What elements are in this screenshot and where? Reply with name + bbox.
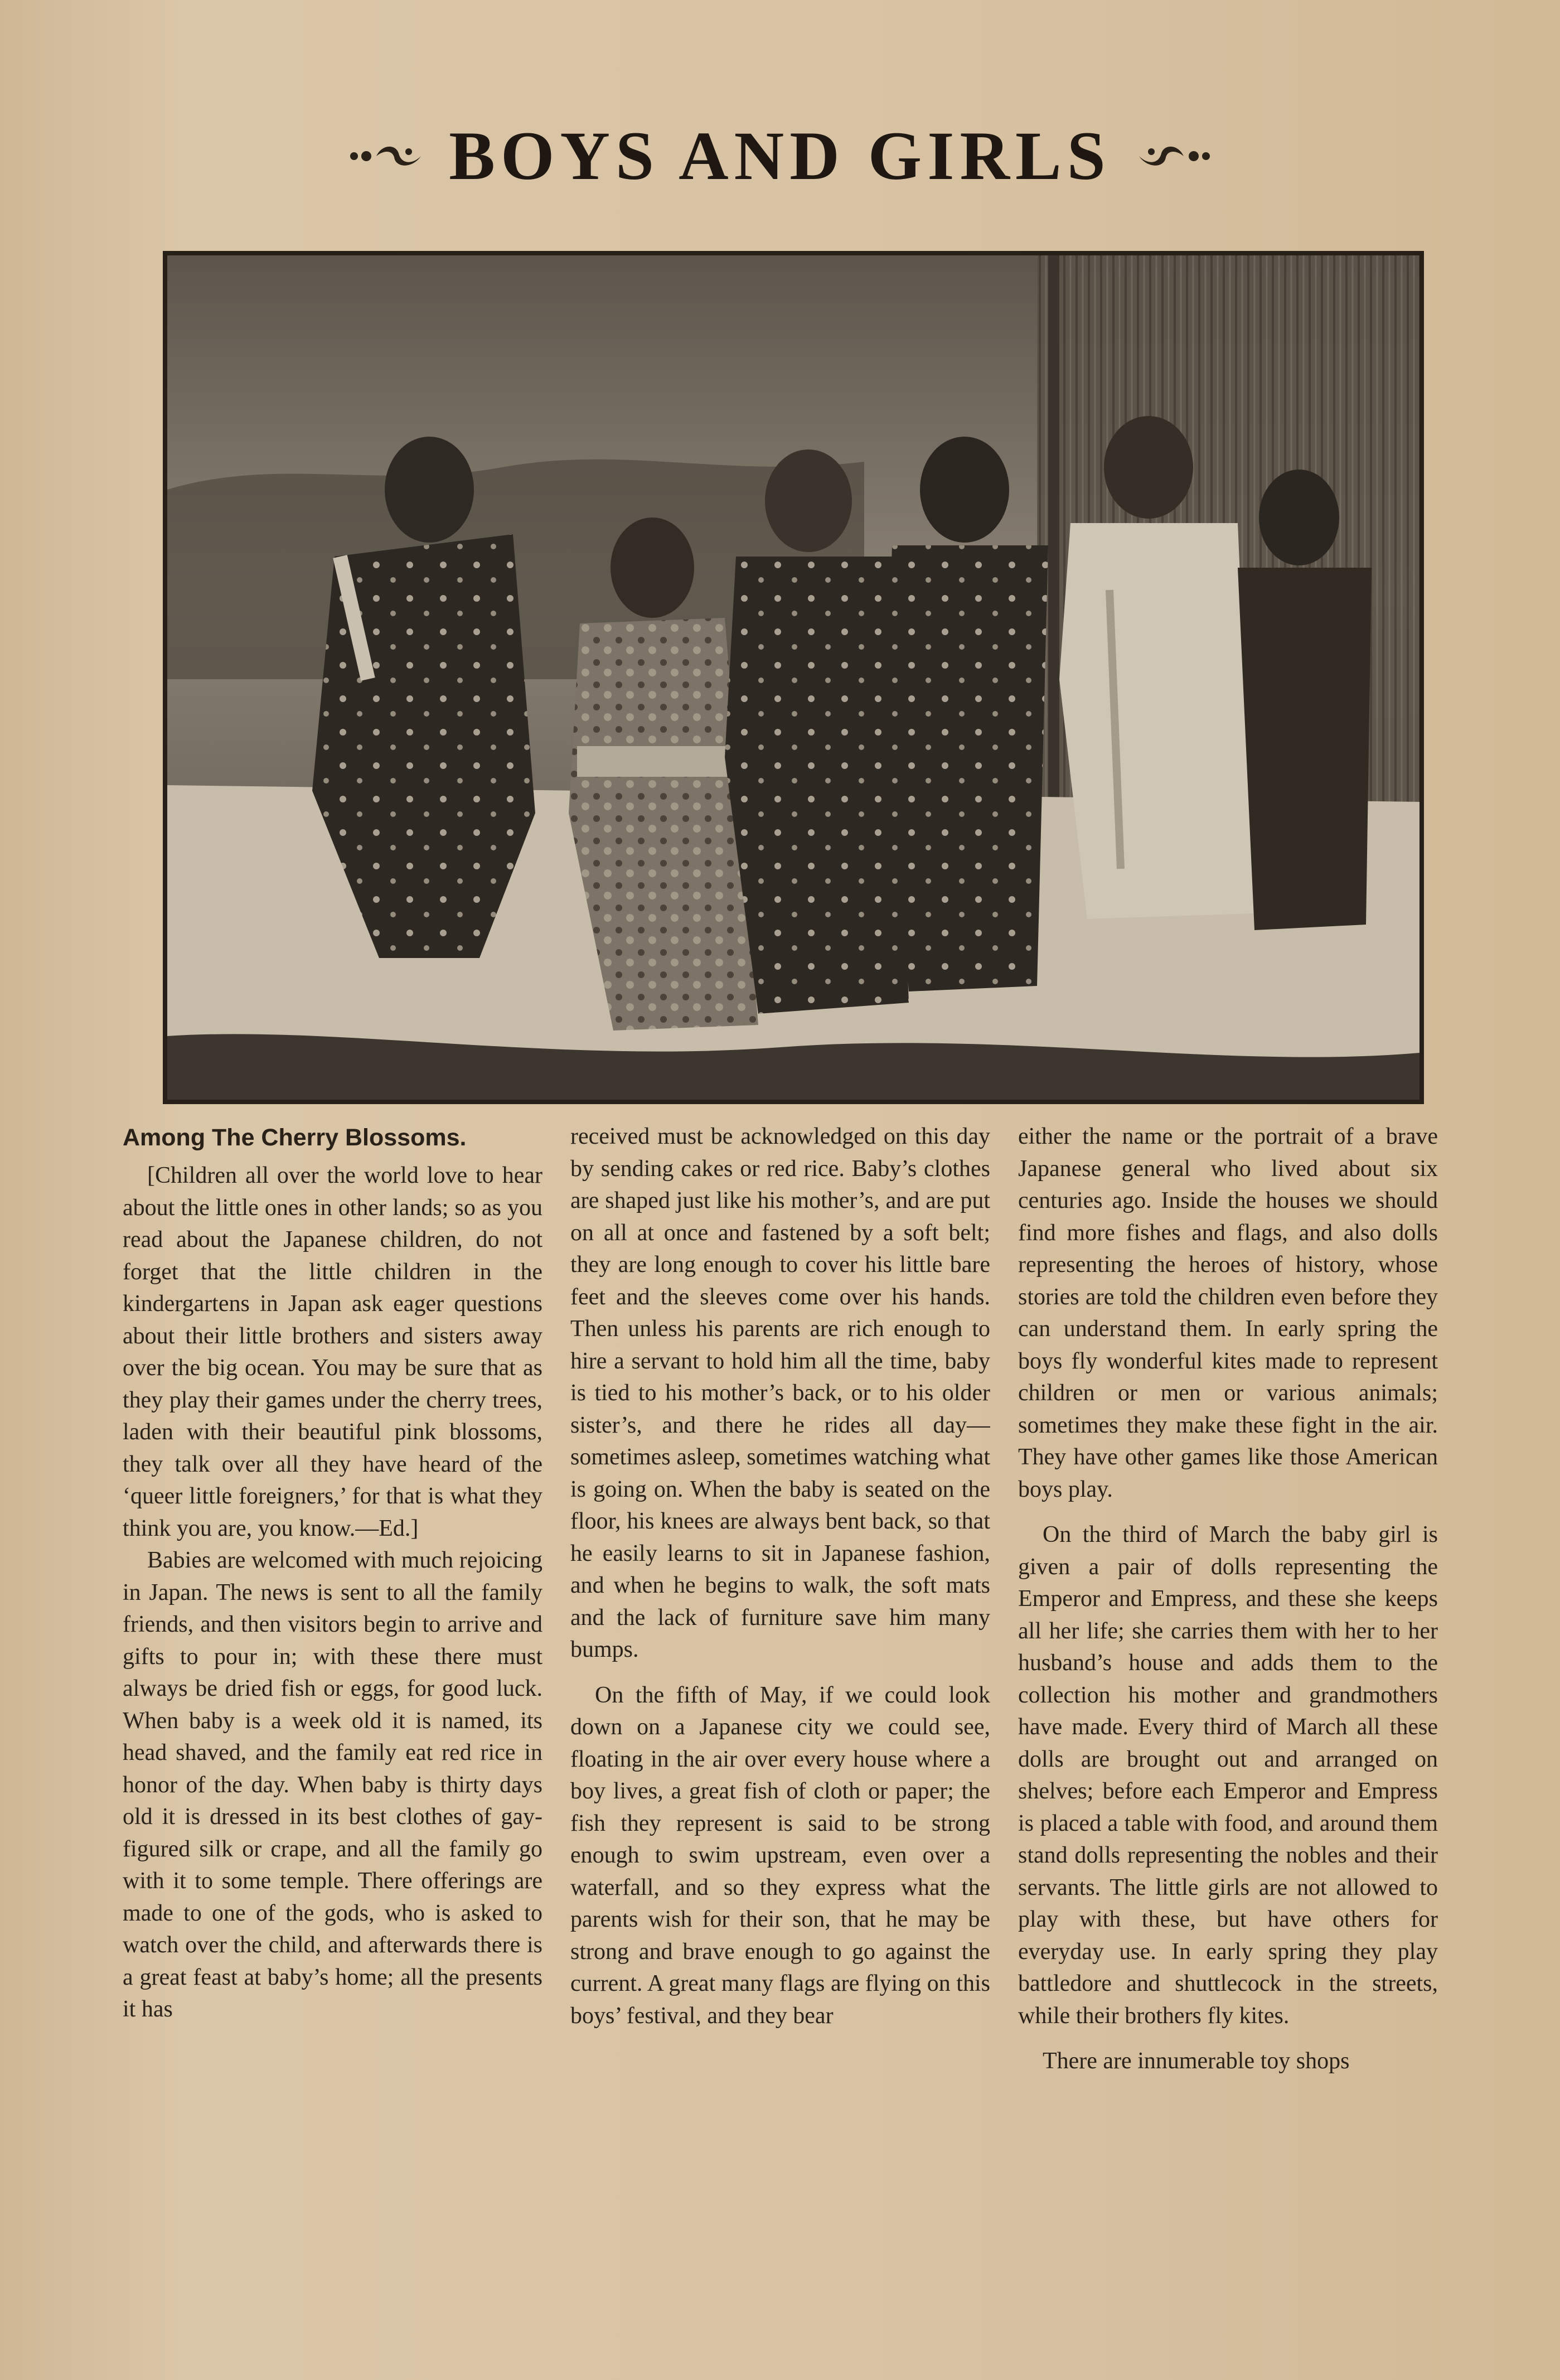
article-column-2 xyxy=(570,1121,990,2258)
article-paragraph: There are innumerable toy shops xyxy=(1043,2048,1350,2074)
decorative-scroll-icon xyxy=(1133,139,1217,173)
article-paragraph: Babies are welcomed with much rejoicing in Japan. The news is sent to all the family friends, and then visitors begin to arrive and gifts to pour in; with these there must always be dried fish or eggs, for good luck. When baby is a week old it is named, its head shaved, and the family eat red rice in honor of the day. When baby is thirty days old it is dressed in its best clothes of gay-figured silk or crape, and all the family go with it to some temple. There offerings are made to one of the gods, who is asked to watch over the child, and afterwards there is a great feast at baby’s home; all the presents it has xyxy=(123,1547,542,2022)
article-paragraph: received must be acknowledged on this day by sending cakes or red rice. Baby’s clothes are shaped just like his mother’s, and are put on all at once and fastened by a soft belt; they are long enough to cover his little bare feet and the sleeves come over his hands. Then unless his parents are rich enough to hire a servant to hold him all the time, baby is tied to his mother’s back, or to his older sister’s, and there he rides all day—sometimes asleep, sometimes watching what is going on. When the baby is seated on the floor, his knees are always bent back, so that he easily learns to sit in Japanese fashion, and when he begins to walk, the soft mats and the lack of furniture save him many bumps. xyxy=(570,1124,990,1662)
article-body xyxy=(123,1121,1438,2258)
article-heading: Among The Cherry Blossoms. xyxy=(123,1124,467,1151)
article-column-1 xyxy=(123,1121,542,2258)
page-title: BOYS AND GIRLS xyxy=(449,118,1111,194)
article-paragraph: On the fifth of May, if we could look down on a Japanese city we could see, floating in the air over every house where a boy lives, a great fish of cloth or paper; the fish they represent is said to be strong enough to swim upstream, even over a waterfall, and so they express what the parents wish for their son, that he may be strong and brave enough to go against the current. A great many flags are flying on this boys’ festival, and they bear xyxy=(570,1682,990,2029)
page-header xyxy=(0,112,1560,201)
editor-note-paragraph: [Children all over the world love to hear about the little ones in other lands; so as you read about the Japanese children, do not forget that the little children in the kindergartens in Japan ask eager questions about their little brothers and sisters away over the big ocean. You may be sure that as they play their games under the cherry trees, laden with their beautiful pink blossoms, they talk over all they have heard of the ‘queer little foreigners,’ for that is what they think you are, you know.—Ed.] xyxy=(123,1163,542,1541)
article-column-3 xyxy=(1018,1121,1438,2258)
children-photograph xyxy=(163,251,1424,1104)
article-paragraph: either the name or the portrait of a brave Japanese general who lived about six centuries ago. Inside the houses we should find more fishes and flags, and also dolls representing the heroes of history, whose stories are told the children even before they can understand them. In early spring the boys fly wonderful kites made to represent children or men or various animals; sometimes they make these fight in the air. They have other games like those American boys play. xyxy=(1018,1124,1438,1502)
article-paragraph: On the third of March the baby girl is given a pair of dolls representing the Emperor and Empress, and these she keeps all her life; she carries them with her to her husband’s house and adds them to the collection his mother and grandmothers have made. Every third of March all these dolls are brought out and arranged on shelves; before each Emperor and Empress is placed a table with food, and around them stand dolls representing the nobles and their servants. The little girls are not allowed to play with these, but have others for everyday use. In early spring they play battledore and shuttlecock in the streets, while their brothers fly kites. xyxy=(1018,1522,1438,2029)
decorative-scroll-icon xyxy=(343,139,427,173)
